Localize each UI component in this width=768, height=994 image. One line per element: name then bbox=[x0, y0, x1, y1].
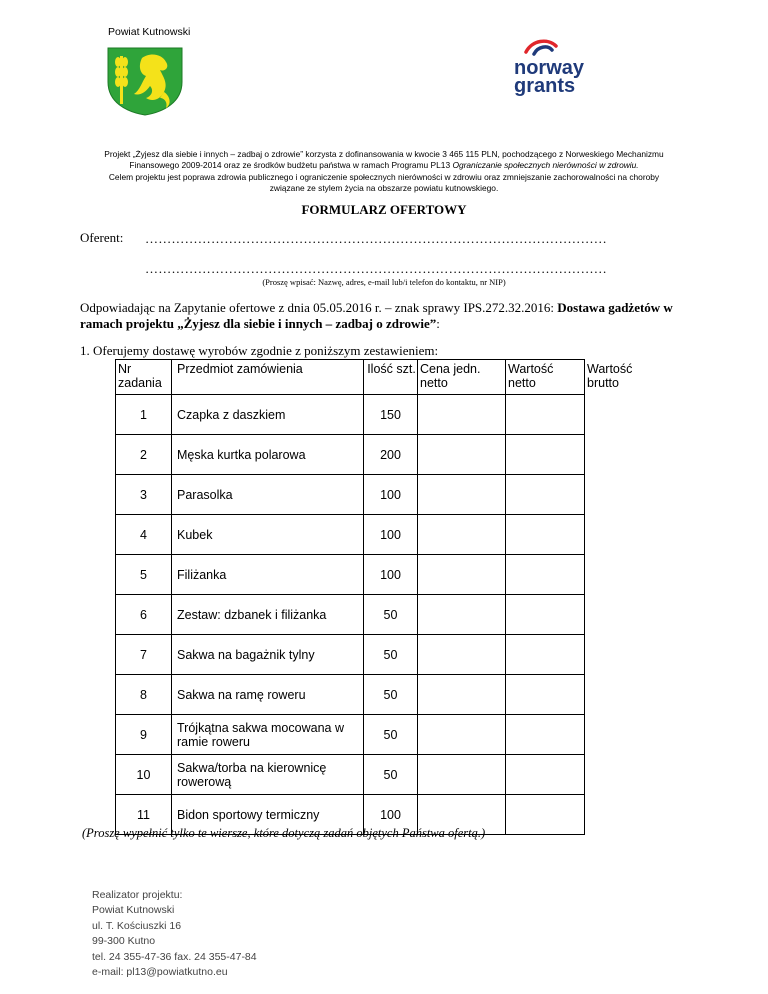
header-item: Przedmiot zamówienia bbox=[172, 360, 364, 395]
oferent-field-hint: (Proszę wpisać: Nazwę, adres, e-mail lub/i telefon do kontaktu, nr NIP) bbox=[262, 277, 506, 287]
row-qty: 100 bbox=[364, 515, 418, 555]
row-gross-value-cell[interactable] bbox=[585, 595, 658, 635]
project-info-line: Projekt „Żyjesz dla siebie i innych – zadbaj o zdrowie” korzysta z dofinansowania w kwocie 3 465 115 PLN, pochodzącego z Norweskiego Mechanizmu bbox=[104, 149, 664, 159]
oferent-field-line-2[interactable]: …………………………………………………………………………………………… bbox=[145, 261, 607, 276]
row-item: Filiżanka bbox=[172, 555, 364, 595]
offer-table-header-row bbox=[116, 360, 658, 395]
row-net-value-cell[interactable] bbox=[506, 715, 585, 755]
project-info-line: Finansowego 2009-2014 oraz ze środków budżetu państwa w ramach Programu PL13 bbox=[129, 160, 451, 171]
row-nr: 4 bbox=[116, 515, 172, 555]
header-unit-price: Cena jedn. netto bbox=[418, 360, 506, 395]
county-crest-logo bbox=[106, 46, 184, 116]
footer-line: Powiat Kutnowski bbox=[92, 904, 175, 917]
footer-line: e-mail: pl13@powiatkutno.eu bbox=[92, 966, 228, 979]
row-nr: 5 bbox=[116, 555, 172, 595]
row-qty: 50 bbox=[364, 675, 418, 715]
row-nr: 9 bbox=[116, 715, 172, 755]
row-net-value-cell[interactable] bbox=[506, 515, 585, 555]
project-info bbox=[70, 149, 698, 194]
row-unit-price-cell[interactable] bbox=[418, 555, 506, 595]
header-gross-value: Wartość brutto bbox=[587, 361, 633, 390]
row-qty: 100 bbox=[364, 555, 418, 595]
norway-grants-logo bbox=[512, 36, 612, 96]
row-item: Sakwa na ramę roweru bbox=[172, 675, 364, 715]
row-gross-value-cell[interactable] bbox=[585, 675, 658, 715]
row-nr: 8 bbox=[116, 675, 172, 715]
form-title: FORMULARZ OFERTOWY bbox=[301, 202, 467, 217]
row-gross-value-cell[interactable] bbox=[585, 475, 658, 515]
table-row bbox=[116, 435, 658, 475]
row-net-value-cell[interactable] bbox=[506, 435, 585, 475]
row-nr: 2 bbox=[116, 435, 172, 475]
row-net-value-cell[interactable] bbox=[506, 555, 585, 595]
row-item: Czapka z daszkiem bbox=[172, 395, 364, 435]
footer-line: Realizator projektu: bbox=[92, 889, 183, 901]
header-net-value: Wartość netto bbox=[506, 360, 585, 395]
row-unit-price-cell[interactable] bbox=[418, 435, 506, 475]
table-note: (Proszę wypełnić tylko te wiersze, które dotyczą zadań objętych Państwa ofertą.) bbox=[82, 826, 486, 840]
row-net-value-cell[interactable] bbox=[506, 475, 585, 515]
row-net-value-cell[interactable] bbox=[506, 755, 585, 795]
svg-text:grants: grants bbox=[514, 75, 576, 96]
project-info-line: Celem projektu jest poprawa zdrowia publicznego i ograniczenie społecznych nierówności w zdrowiu oraz zmniejszanie zachorowalności na choroby bbox=[108, 171, 660, 182]
reply-text: Odpowiadając na Zapytanie ofertowe z dnia 05.05.2016 r. – znak sprawy IPS.272.32.2016: bbox=[80, 300, 558, 315]
row-qty: 100 bbox=[364, 475, 418, 515]
row-item: Kubek bbox=[172, 515, 364, 555]
table-row bbox=[116, 515, 658, 555]
row-unit-price-cell[interactable] bbox=[418, 635, 506, 675]
row-gross-value-cell[interactable] bbox=[585, 435, 658, 475]
row-nr: 3 bbox=[116, 475, 172, 515]
table-row bbox=[116, 675, 658, 715]
row-net-value-cell[interactable] bbox=[506, 595, 585, 635]
reply-end: : bbox=[436, 316, 440, 331]
row-nr: 7 bbox=[116, 635, 172, 675]
row-gross-value-cell[interactable] bbox=[585, 715, 658, 755]
row-gross-value-cell[interactable] bbox=[585, 555, 658, 595]
row-gross-value-cell[interactable] bbox=[585, 795, 658, 835]
row-nr: 1 bbox=[116, 395, 172, 435]
table-row bbox=[116, 755, 658, 795]
row-unit-price-cell[interactable] bbox=[418, 675, 506, 715]
row-qty: 50 bbox=[364, 715, 418, 755]
header-qty: Ilość szt. bbox=[364, 360, 418, 395]
offer-table bbox=[115, 359, 658, 835]
reply-subject: Dostawa gadżetów w ramach projektu „Żyjesz dla siebie i innych – zadbaj o zdrowie” bbox=[80, 300, 673, 331]
row-item: Zestaw: dzbanek i filiżanka bbox=[172, 595, 364, 635]
row-net-value-cell[interactable] bbox=[506, 795, 585, 835]
table-row bbox=[116, 715, 658, 755]
county-name: Powiat Kutnowski bbox=[108, 26, 191, 38]
row-qty: 50 bbox=[364, 755, 418, 795]
oferent-field-line-1[interactable]: …………………………………………………………………………………………… bbox=[145, 231, 607, 246]
row-qty: 200 bbox=[364, 435, 418, 475]
row-net-value-cell[interactable] bbox=[506, 395, 585, 435]
row-nr: 10 bbox=[116, 755, 172, 795]
table-row bbox=[116, 395, 658, 435]
row-item: Trójkątna sakwa mocowana w ramie roweru bbox=[172, 715, 364, 755]
table-row bbox=[116, 595, 658, 635]
row-gross-value-cell[interactable] bbox=[585, 395, 658, 435]
row-qty: 50 bbox=[364, 635, 418, 675]
row-net-value-cell[interactable] bbox=[506, 675, 585, 715]
row-unit-price-cell[interactable] bbox=[418, 395, 506, 435]
header-nr: Nr zadania bbox=[116, 360, 172, 395]
row-gross-value-cell[interactable] bbox=[585, 515, 658, 555]
row-item: Sakwa/torba na kierownicę rowerową bbox=[172, 755, 364, 795]
row-item: Parasolka bbox=[172, 475, 364, 515]
svg-text:norway: norway bbox=[514, 57, 585, 79]
row-nr: 6 bbox=[116, 595, 172, 635]
row-qty: 100 bbox=[364, 795, 418, 835]
row-unit-price-cell[interactable] bbox=[418, 715, 506, 755]
project-info-line: związane ze stylem życia na obszarze powiatu kutnowskiego. bbox=[269, 182, 499, 193]
footer-line: ul. T. Kościuszki 16 bbox=[92, 919, 182, 932]
project-info-program: Ograniczanie społecznych nierówności w zdrowiu. bbox=[452, 160, 639, 171]
row-unit-price-cell[interactable] bbox=[418, 475, 506, 515]
row-unit-price-cell[interactable] bbox=[418, 595, 506, 635]
row-unit-price-cell[interactable] bbox=[418, 755, 506, 795]
row-gross-value-cell[interactable] bbox=[585, 635, 658, 675]
footer-line: tel. 24 355-47-36 fax. 24 355-47-84 bbox=[92, 950, 257, 963]
footer-line: 99-300 Kutno bbox=[92, 935, 156, 948]
row-unit-price-cell[interactable] bbox=[418, 515, 506, 555]
row-nr: 11 bbox=[116, 795, 172, 835]
reply-paragraph bbox=[80, 300, 690, 332]
table-row bbox=[116, 555, 658, 595]
oferent-label: Oferent: bbox=[80, 230, 124, 245]
table-row bbox=[116, 475, 658, 515]
row-item: Bidon sportowy termiczny bbox=[172, 795, 364, 835]
row-gross-value-cell[interactable] bbox=[585, 755, 658, 795]
row-item: Męska kurtka polarowa bbox=[172, 435, 364, 475]
row-qty: 50 bbox=[364, 595, 418, 635]
row-item: Sakwa na bagażnik tylny bbox=[172, 635, 364, 675]
row-net-value-cell[interactable] bbox=[506, 635, 585, 675]
row-qty: 150 bbox=[364, 395, 418, 435]
table-row bbox=[116, 635, 658, 675]
offer-list-item-1: 1. Oferujemy dostawę wyrobów zgodnie z poniższym zestawieniem: bbox=[80, 343, 439, 358]
footer-contact bbox=[92, 888, 257, 980]
